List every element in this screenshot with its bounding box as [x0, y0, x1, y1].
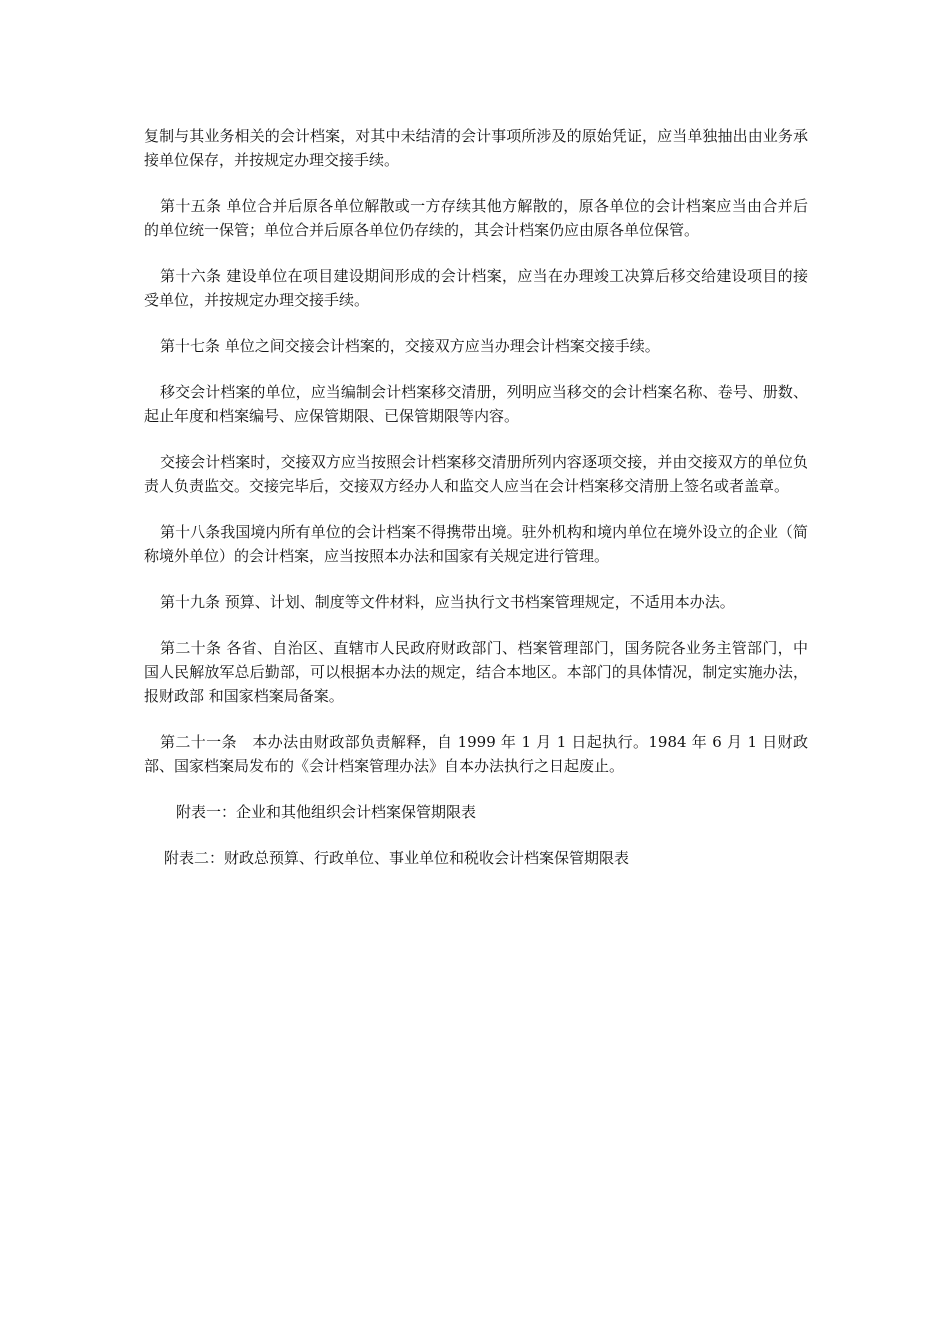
document-body: [144, 124, 808, 892]
paragraph-article-20: 第二十条 各省、自治区、直辖市人民政府财政部门、档案管理部门，国务院各业务主管部门，中国人民解放军总后勤部，可以根据本办法的规定，结合本地区。本部门的具体情况，制定实施办法，报财政部 和国家档案局备案。: [144, 639, 808, 705]
paragraph-handover: 交接会计档案时，交接双方应当按照会计档案移交清册所列内容逐项交接，并由交接双方的单位负责人负责监交。交接完毕后，交接双方经办人和监交人应当在会计档案移交清册上签名或者盖章。: [144, 453, 808, 495]
paragraph-article-21: 第二十一条 本办法由财政部负责解释，自 1999 年 1 月 1 日起执行。1984 年 6 月 1 日财政部、国家档案局发布的《会计档案管理办法》自本办法执行之日起废止。: [144, 733, 808, 775]
attachment-table-2: 附表二：财政总预算、行政单位、事业单位和税收会计档案保管期限表: [164, 849, 630, 867]
attachment-table-1: 附表一：企业和其他组织会计档案保管期限表: [176, 803, 477, 821]
paragraph-article-17: 第十七条 单位之间交接会计档案的，交接双方应当办理会计档案交接手续。: [160, 337, 660, 355]
paragraph-article-19: 第十九条 预算、计划、制度等文件材料，应当执行文书档案管理规定，不适用本办法。: [160, 593, 735, 611]
paragraph-article-18: 第十八条我国境内所有单位的会计档案不得携带出境。驻外机构和境内单位在境外设立的企业（简称境外单位）的会计档案，应当按照本办法和国家有关规定进行管理。: [144, 523, 808, 565]
paragraph-continuation: 复制与其业务相关的会计档案，对其中未结清的会计事项所涉及的原始凭证，应当单独抽出由业务承接单位保存，并按规定办理交接手续。: [144, 127, 808, 169]
paragraph-transfer-list: 移交会计档案的单位，应当编制会计档案移交清册，列明应当移交的会计档案名称、卷号、册数、起止年度和档案编号、应保管期限、已保管期限等内容。: [144, 383, 808, 425]
paragraph-article-16: 第十六条 建设单位在项目建设期间形成的会计档案，应当在办理竣工决算后移交给建设项目的接受单位，并按规定办理交接手续。: [144, 267, 808, 309]
paragraph-article-15: 第十五条 单位合并后原各单位解散或一方存续其他方解散的，原各单位的会计档案应当由合并后的单位统一保管；单位合并后原各单位仍存续的，其会计档案仍应由原各单位保管。: [144, 197, 808, 239]
